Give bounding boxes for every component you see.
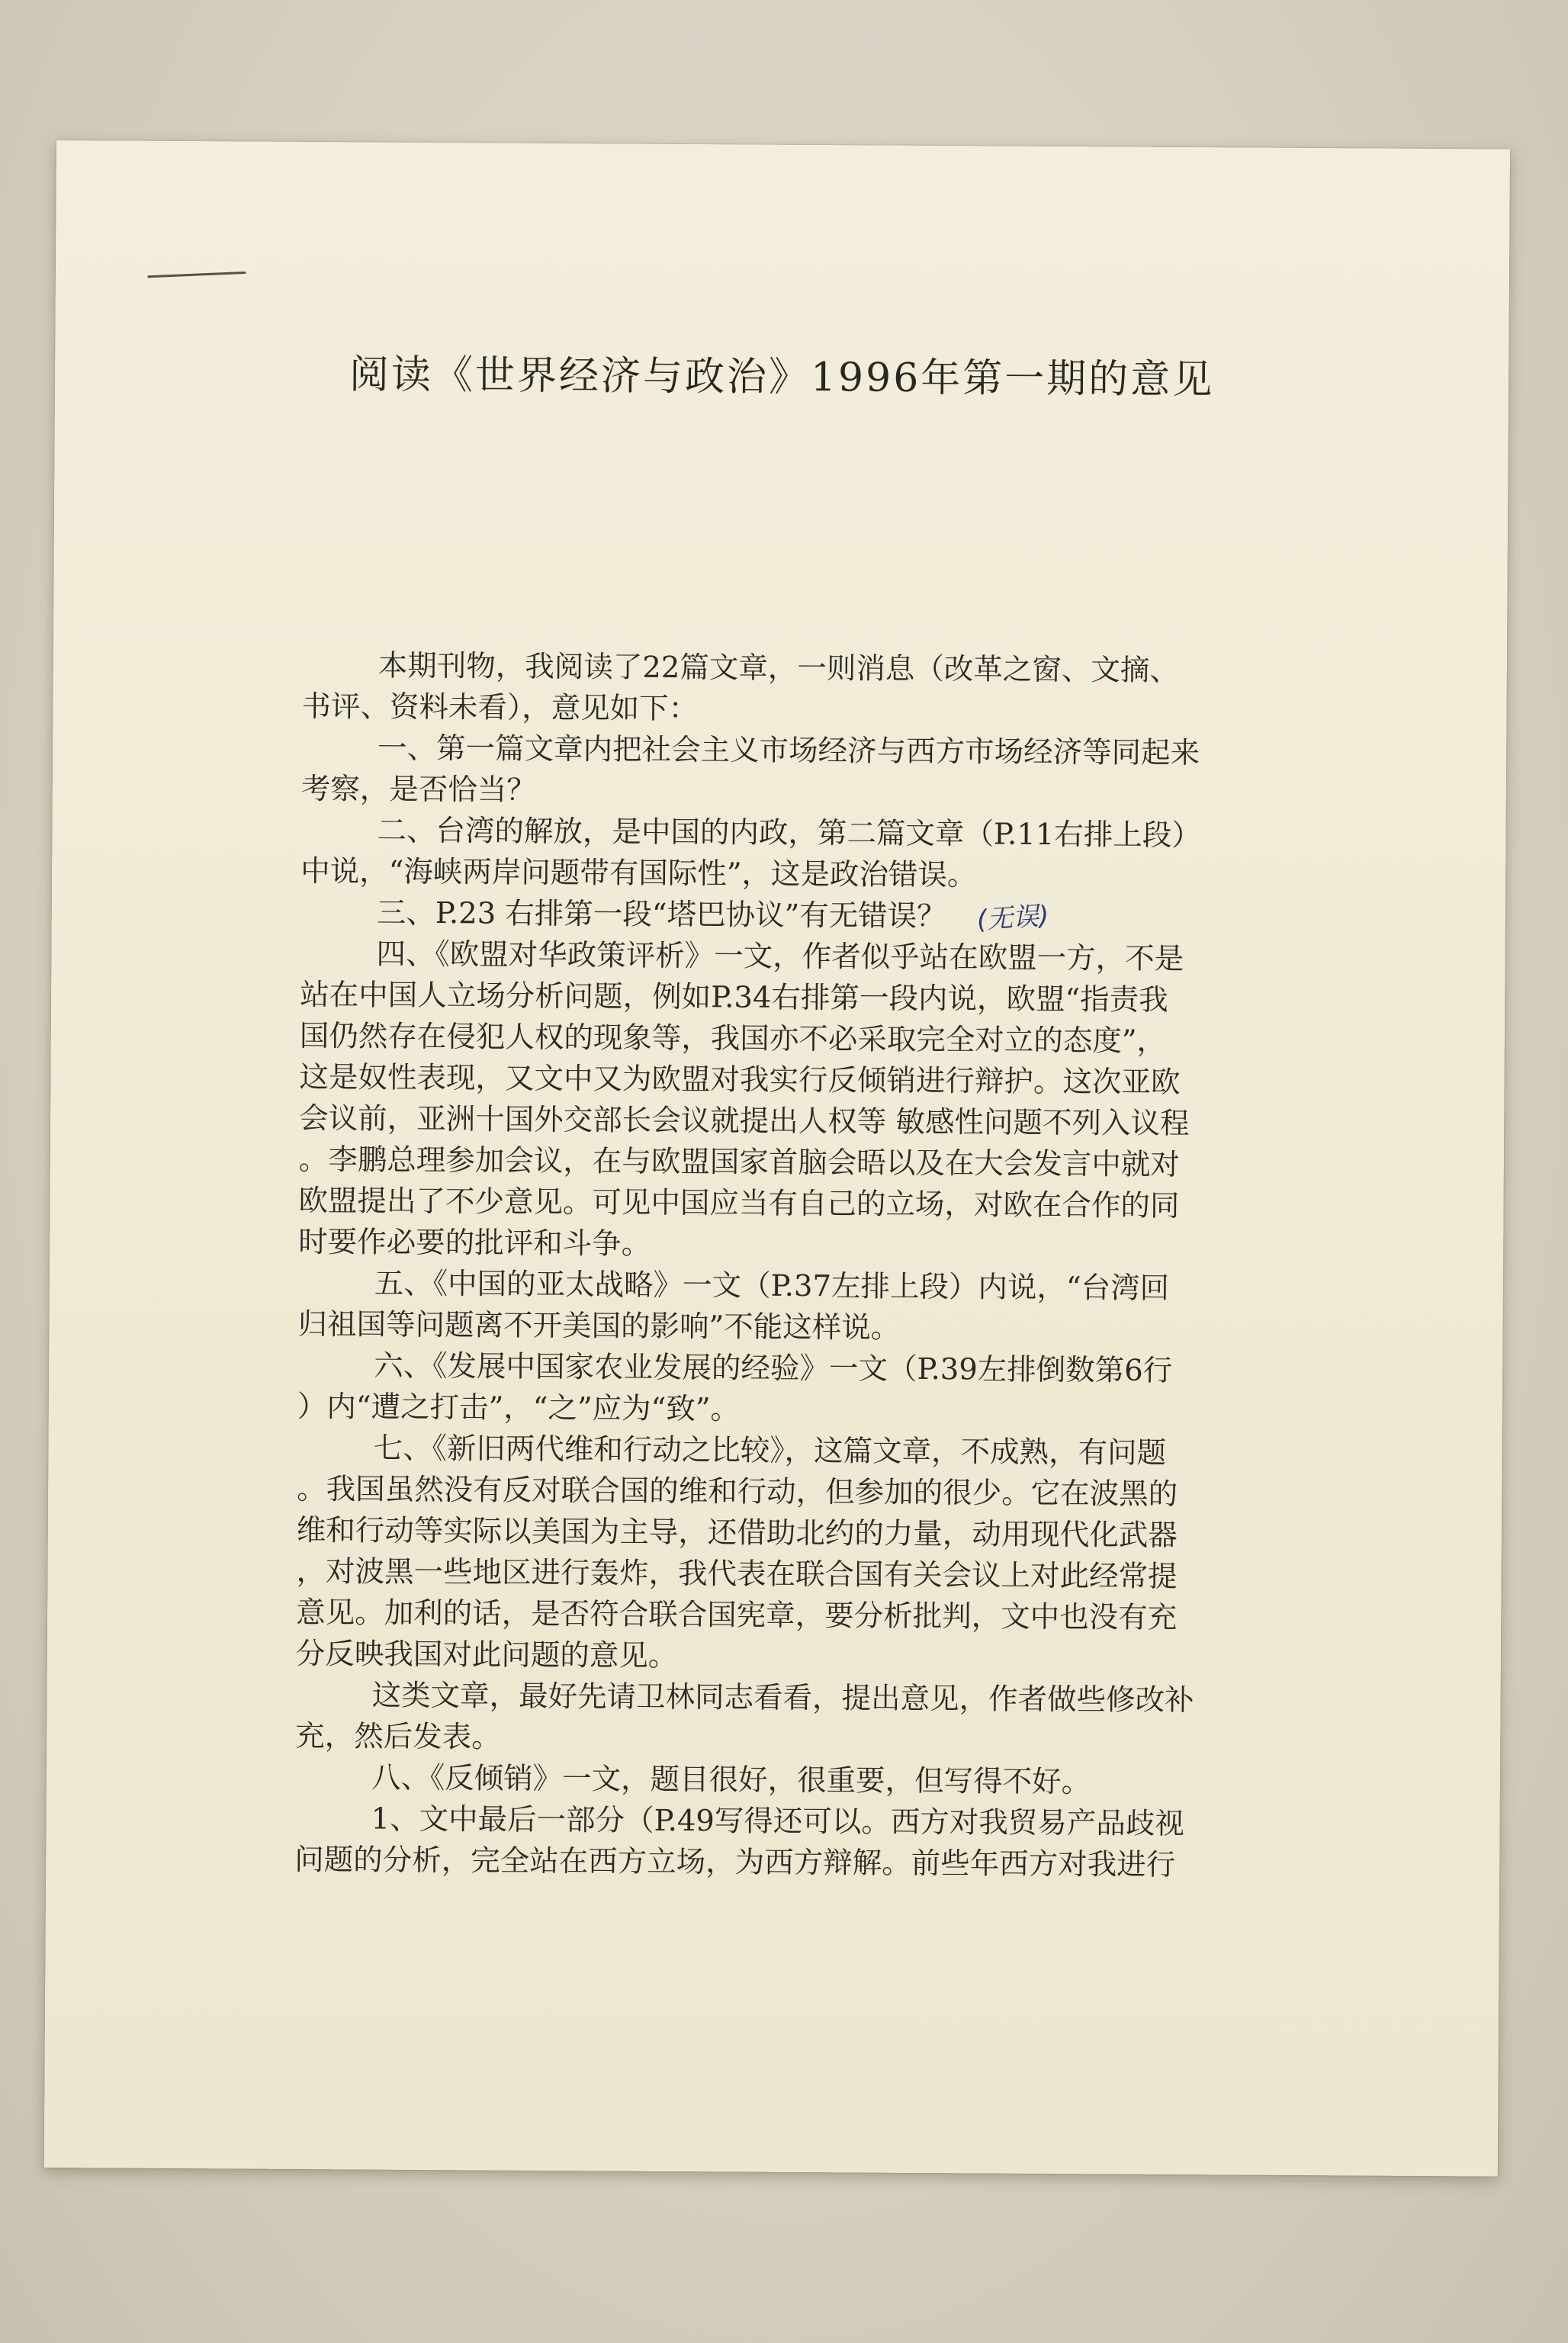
text-line-content: 三、P.23 右排第一段“塔巴协议”有无错误？ — [376, 895, 946, 934]
text-line: 充，然后发表。 — [295, 1718, 501, 1755]
text-line: ，对波黑一些地区进行轰炸，我代表在联合国有关会议上对此经常提 — [296, 1554, 1178, 1595]
text-line: 本期刊物，我阅读了22篇文章，一则消息（改革之窗、文摘、 — [378, 648, 1179, 689]
document-page — [44, 140, 1510, 2177]
text-line: 意见。加利的话，是否符合联合国宪章，要分析批判，文中也没有充 — [296, 1595, 1178, 1636]
text-line: 一、第一篇文章内把社会主义市场经济与西方市场经济等同起来 — [378, 731, 1200, 771]
text-line: 分反映我国对此问题的意见。 — [295, 1636, 678, 1674]
text-line: 书评、资料未看），意见如下： — [301, 689, 699, 727]
text-line: 考察，是否恰当？ — [300, 771, 536, 808]
text-line: 归祖国等问题离不开美国的影响”不能这样说。 — [297, 1306, 901, 1345]
text-line: 维和行动等实际以美国为主导，还借助北约的力量，动用现代化武器 — [296, 1512, 1178, 1554]
text-line: 这是奴性表现，又文中又为欧盟对我实行反倾销进行辩护。这次亚欧 — [299, 1059, 1181, 1101]
handwritten-annotation: (无误) — [975, 900, 1050, 936]
text-line: 。李鹏总理参加会议，在与欧盟国家首脑会晤以及在大会发言中就对 — [298, 1142, 1180, 1183]
pen-stroke-mark — [147, 271, 246, 279]
text-line: 二、台湾的解放，是中国的内政，第二篇文章（P.11右排上段） — [377, 813, 1201, 853]
text-line: 八、《反倾销》一文，题目很好，很重要，但写得不好。 — [371, 1760, 1091, 1800]
text-line: 六、《发展中国家农业发展的经验》一文（P.39左排倒数第6行 — [374, 1348, 1173, 1388]
text-line: 问题的分析，完全站在西方立场，为西方辩解。前些年西方对我进行 — [294, 1842, 1176, 1883]
text-line — [300, 892, 1475, 940]
text-line: 时要作必要的批评和斗争。 — [298, 1224, 651, 1261]
page-title: 阅读《世界经济与政治》1996年第一期的意见 — [349, 352, 1215, 403]
document-body — [294, 645, 1476, 1888]
text-line: 站在中国人立场分析问题，例如P.34右排第一段内说，欧盟“指责我 — [300, 977, 1168, 1017]
text-line: 五、《中国的亚太战略》一文（P.37左排上段）内说，“台湾回 — [374, 1266, 1170, 1306]
text-line: 七、《新旧两代维和行动之比较》，这篇文章，不成熟，有问题 — [373, 1431, 1167, 1470]
text-line: 会议前，亚洲十国外交部长会议就提出人权等 敏感性问题不列入议程 — [299, 1101, 1190, 1142]
text-line: 四、《欧盟对华政策评析》一文，作者似乎站在欧盟一方，不是 — [376, 937, 1184, 977]
text-line: ）内“遭之打击”，“之”应为“致”。 — [297, 1389, 741, 1427]
text-line: 中说，“海峡两岸问题带有国际性”，这是政治错误。 — [300, 853, 977, 893]
text-line: 1、文中最后一部分（P.49写得还可以。西方对我贸易产品歧视 — [371, 1801, 1185, 1842]
text-line: 国仍然存在侵犯人权的现象等，我国亦不必采取完全对立的态度”， — [299, 1018, 1167, 1059]
text-line: 。我国虽然没有反对联合国的维和行动，但参加的很少。它在波黑的 — [297, 1471, 1178, 1512]
text-line: 这类文章，最好先请卫林同志看看，提出意见，作者做些修改补 — [371, 1678, 1194, 1718]
text-line: 欧盟提出了不少意见。可见中国应当有自己的立场，对欧在合作的同 — [298, 1183, 1180, 1224]
